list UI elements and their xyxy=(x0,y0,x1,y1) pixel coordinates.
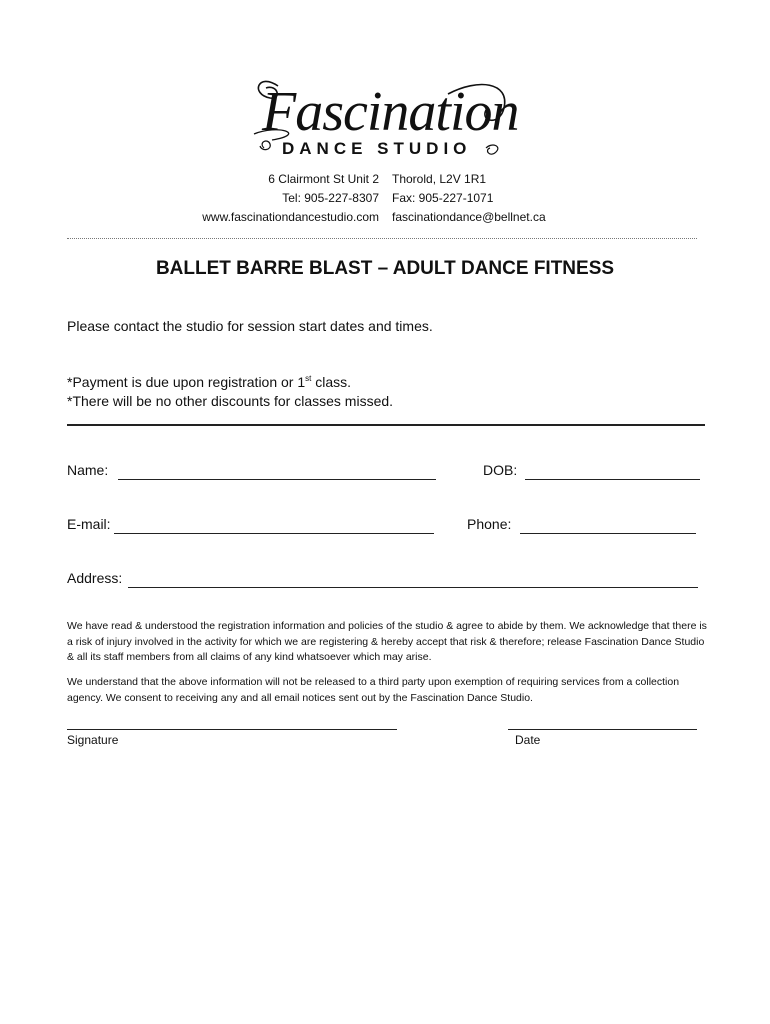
waiver-text: We have read & understood the registration information and policies of the studio & agree to abide by them. We acknowledge that there is a risk of injury involved in the activity for which we are registering & hereby accept that risk & therefore; release Fascination Dance Studio & all its staff members from all claims of any kind whatsoever which may arise. xyxy=(67,620,707,663)
intro-text: Please contact the studio for session start dates and times. xyxy=(67,318,433,334)
logo-script-text: Fascination xyxy=(262,81,519,143)
email-input-line[interactable] xyxy=(114,533,434,534)
email-link[interactable]: fascinationdance@bellnet.ca xyxy=(392,210,546,224)
phone-number: Tel: 905-227-8307 xyxy=(282,191,379,205)
dob-input-line[interactable] xyxy=(525,479,700,480)
payment-note xyxy=(67,369,393,392)
header-divider xyxy=(67,238,697,239)
dob-label: DOB: xyxy=(483,462,518,478)
notes-block xyxy=(67,369,393,411)
payment-note-end: class. xyxy=(311,374,352,390)
email-label: E-mail: xyxy=(67,516,111,532)
phone-input-line[interactable] xyxy=(520,533,696,534)
website-link[interactable]: www.fascinationdancestudio.com xyxy=(202,210,379,224)
address-input-line[interactable] xyxy=(128,587,698,588)
date-label: Date xyxy=(515,733,541,747)
name-input-line[interactable] xyxy=(118,479,436,480)
street-address: 6 Clairmont St Unit 2 xyxy=(268,172,379,186)
address-left-column xyxy=(202,170,379,227)
studio-logo xyxy=(248,64,528,164)
logo-subtitle: DANCE STUDIO xyxy=(282,139,472,158)
city-postal: Thorold, L2V 1R1 xyxy=(392,172,487,186)
address-label: Address: xyxy=(67,570,123,586)
phone-label: Phone: xyxy=(467,516,512,532)
fax-number: Fax: 905-227-1071 xyxy=(392,191,494,205)
logo-graphic xyxy=(248,64,528,164)
signature-label: Signature xyxy=(67,733,119,747)
name-label: Name: xyxy=(67,462,109,478)
payment-note-text: *Payment is due upon registration or 1 xyxy=(67,374,306,390)
signature-line[interactable] xyxy=(67,729,397,730)
payment-note-sup: st xyxy=(305,374,312,383)
logo-swirl-right xyxy=(486,145,498,154)
section-divider xyxy=(67,424,705,426)
privacy-text: We understand that the above information will not be released to a third party upon exemption of requiring services from a collection agency. We consent to receiving any and all email notices sent out by the Fascination Dance Studio. xyxy=(67,676,680,704)
page-title: BALLET BARRE BLAST – ADULT DANCE FITNESS xyxy=(155,258,615,279)
discount-note: *There will be no other discounts for classes missed. xyxy=(67,393,394,409)
address-right-column xyxy=(392,170,546,227)
date-line[interactable] xyxy=(508,729,697,730)
